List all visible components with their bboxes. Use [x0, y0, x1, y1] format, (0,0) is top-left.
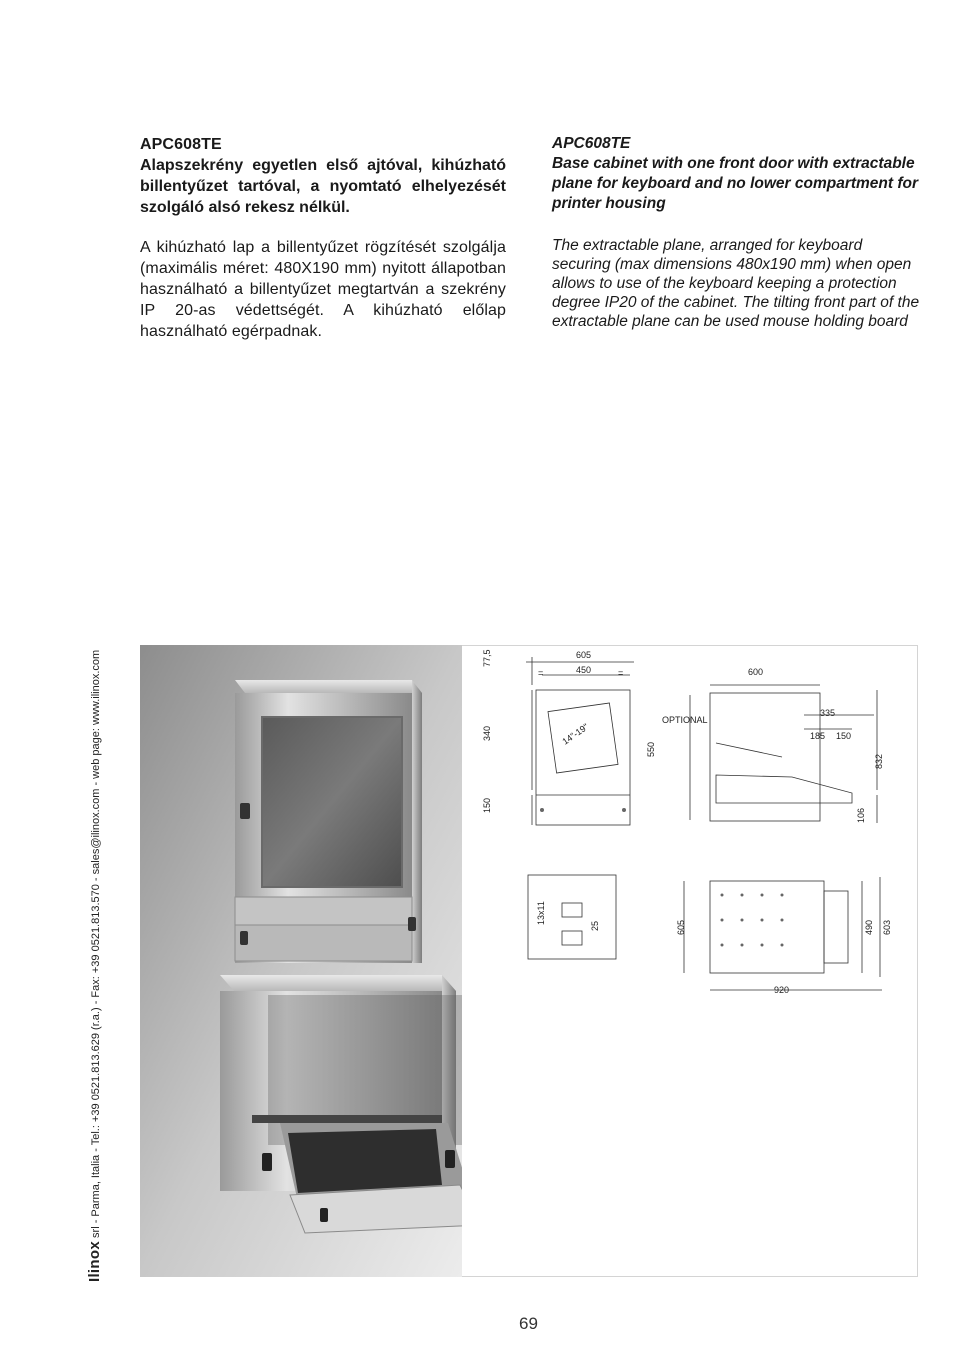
dim-920: 920 — [774, 985, 790, 995]
dim-150-left: 150 — [482, 797, 492, 813]
page-number: 69 — [519, 1314, 538, 1333]
dimension-drawing — [462, 645, 918, 1277]
screen-size-label: 14"-19" — [560, 721, 591, 747]
dim-eq-left: = — [538, 668, 544, 678]
dim-25: 25 — [590, 920, 600, 931]
dim-185: 185 — [810, 731, 826, 741]
dim-150-right: 150 — [836, 731, 852, 741]
en-product-description: The extractable plane, arranged for keyboard securing (max dimensions 480x190 mm) when open allows to use of the keyboard keeping a protection degree IP20 of the cabinet. The tilting front part of the extractable plane can be used mouse holding board — [552, 237, 920, 330]
dim-13x11: 13x11 — [536, 901, 546, 925]
brand-name: Ilinox — [86, 1241, 103, 1282]
dim-550: 550 — [646, 741, 656, 757]
cabinet-photo — [140, 645, 462, 1277]
hungarian-column — [140, 134, 506, 342]
dim-832: 832 — [874, 753, 884, 769]
hu-product-title: APC608TE — [140, 136, 222, 153]
dim-340: 340 — [482, 725, 492, 741]
optional-label: OPTIONAL — [662, 715, 708, 725]
company-contact: srl - Parma, Italia - Tel.: +39 0521.813.629 (r.a.) - Fax: +39 0521.813.570 - sales@ilinox.com - web page: www.ilinox.com — [90, 649, 102, 1242]
hu-product-description: A kihúzható lap a billentyűzet rögzítését szolgálja (maximális méret: 480X190 mm) nyitott állapotban használható a billentyűzet megtartván a szekrény IP 20-as védettségét. A kihúzható előlap használható egérpadnak. — [140, 239, 506, 340]
dim-106: 106 — [856, 807, 866, 823]
technical-drawing — [462, 645, 918, 1277]
dim-490: 490 — [864, 919, 874, 935]
en-product-subtitle: Base cabinet with one front door with extractable plane for keyboard and no lower compartment for printer housing — [552, 155, 919, 212]
cabinet-illustration — [140, 645, 462, 1277]
dim-450: 450 — [576, 665, 592, 675]
dim-605-bottom: 605 — [676, 919, 686, 935]
dim-603: 603 — [882, 919, 892, 935]
dim-eq-right: = — [618, 668, 624, 678]
dim-335: 335 — [820, 708, 836, 718]
company-contact-sidebar — [86, 650, 103, 1282]
dim-600: 600 — [748, 667, 764, 677]
dim-605-top: 605 — [576, 650, 592, 660]
english-column — [552, 134, 922, 331]
en-product-title: APC608TE — [552, 135, 631, 152]
hu-product-subtitle: Alapszekrény egyetlen első ajtóval, kihúzható billentyűzet tartóval, a nyomtató elhelyezését szolgáló alsó rekesz nélkül. — [140, 157, 506, 216]
dim-77-5: 77,5 — [482, 649, 492, 667]
